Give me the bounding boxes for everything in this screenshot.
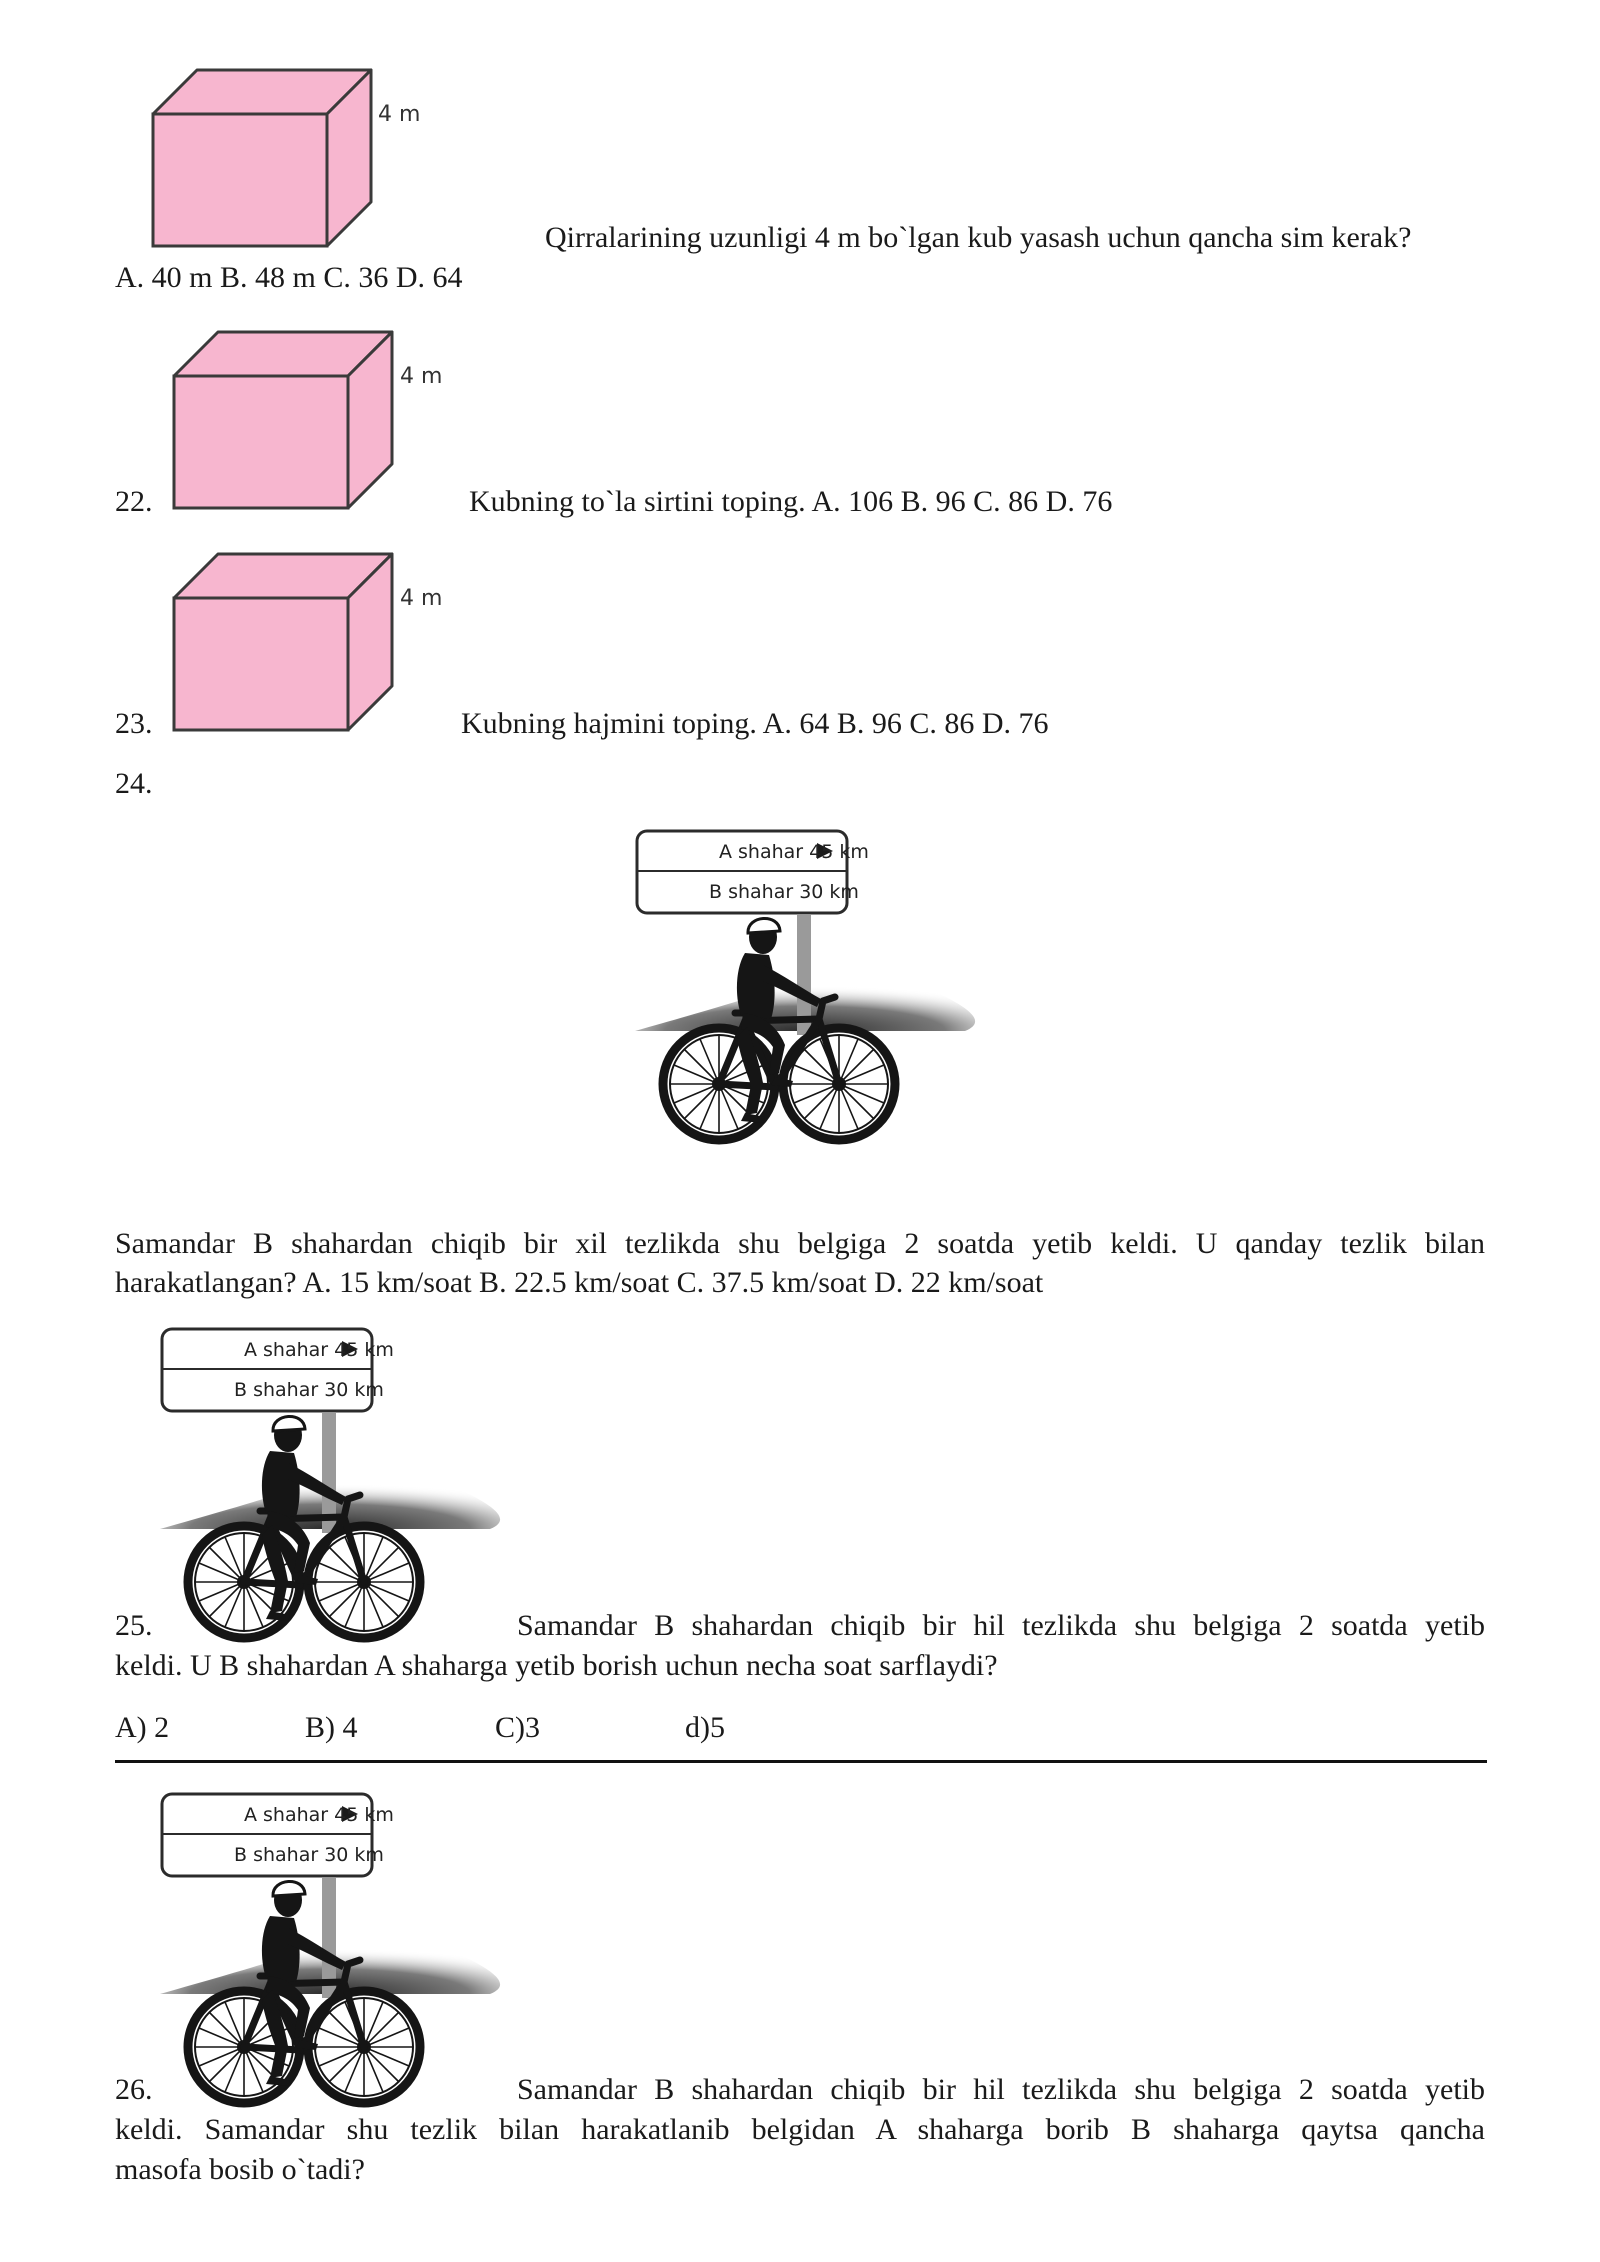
q25-option-d: d)5 bbox=[685, 1711, 725, 1744]
q25-line2: keldi. U B shahardan A shaharga yetib borish uchun necha soat sarflaydi? bbox=[115, 1649, 998, 1682]
q26-number: 26. bbox=[115, 2073, 153, 2106]
cyclist-sign-figure-26 bbox=[160, 1792, 500, 2092]
divider-line bbox=[115, 1760, 1487, 1763]
sign-line-b: B shahar 30 km bbox=[709, 881, 859, 903]
q25-option-a: A) 2 bbox=[115, 1711, 170, 1744]
q25-option-c: C)3 bbox=[495, 1711, 540, 1744]
cube-figure-22 bbox=[172, 330, 394, 510]
cube-edge-label: 4 m bbox=[400, 364, 443, 389]
q24-line2: harakatlangan? A. 15 km/soat B. 22.5 km/soat C. 37.5 km/soat D. 22 km/soat bbox=[115, 1266, 1044, 1299]
sign-line-a: A shahar 45 km bbox=[244, 1339, 394, 1361]
q25-line1: Samandar B shahardan chiqib bir hil tezlikda shu belgiga 2 soatda yetib bbox=[517, 1609, 1485, 1642]
sign-line-a: A shahar 45 km bbox=[244, 1804, 394, 1826]
cube-edge-label: 4 m bbox=[378, 102, 421, 127]
sign-line-b: B shahar 30 km bbox=[234, 1844, 384, 1866]
q23-text: Kubning hajmini toping. A. 64 B. 96 C. 86 D. 76 bbox=[461, 707, 1049, 740]
cyclist-sign-figure-25 bbox=[160, 1327, 500, 1627]
sign-line-a: A shahar 45 km bbox=[719, 841, 869, 863]
q22-number: 22. bbox=[115, 485, 153, 518]
cube-figure-23 bbox=[172, 552, 394, 732]
cube-edge-label: 4 m bbox=[400, 586, 443, 611]
q23-number: 23. bbox=[115, 707, 153, 740]
cyclist-sign-figure-24 bbox=[635, 829, 975, 1129]
sign-line-b: B shahar 30 km bbox=[234, 1379, 384, 1401]
cube-figure-21 bbox=[151, 68, 373, 248]
q24-number: 24. bbox=[115, 767, 153, 800]
q21-question: Qirralarining uzunligi 4 m bo`lgan kub yasash uchun qancha sim kerak? bbox=[545, 221, 1412, 254]
q21-options: A. 40 m B. 48 m C. 36 D. 64 bbox=[115, 261, 463, 294]
q24-line1: Samandar B shahardan chiqib bir xil tezlikda shu belgiga 2 soatda yetib keldi. U qanday tezlik bilan bbox=[115, 1227, 1485, 1260]
q26-line3: masofa bosib o`tadi? bbox=[115, 2153, 365, 2186]
q22-text: Kubning to`la sirtini toping. A. 106 B. 96 C. 86 D. 76 bbox=[469, 485, 1113, 518]
q26-line2: keldi. Samandar shu tezlik bilan harakatlanib belgidan A shaharga borib B shaharga qaytsa qancha bbox=[115, 2113, 1485, 2146]
q25-option-b: B) 4 bbox=[305, 1711, 358, 1744]
q25-number: 25. bbox=[115, 1609, 153, 1642]
q26-line1: Samandar B shahardan chiqib bir hil tezlikda shu belgiga 2 soatda yetib bbox=[517, 2073, 1485, 2106]
